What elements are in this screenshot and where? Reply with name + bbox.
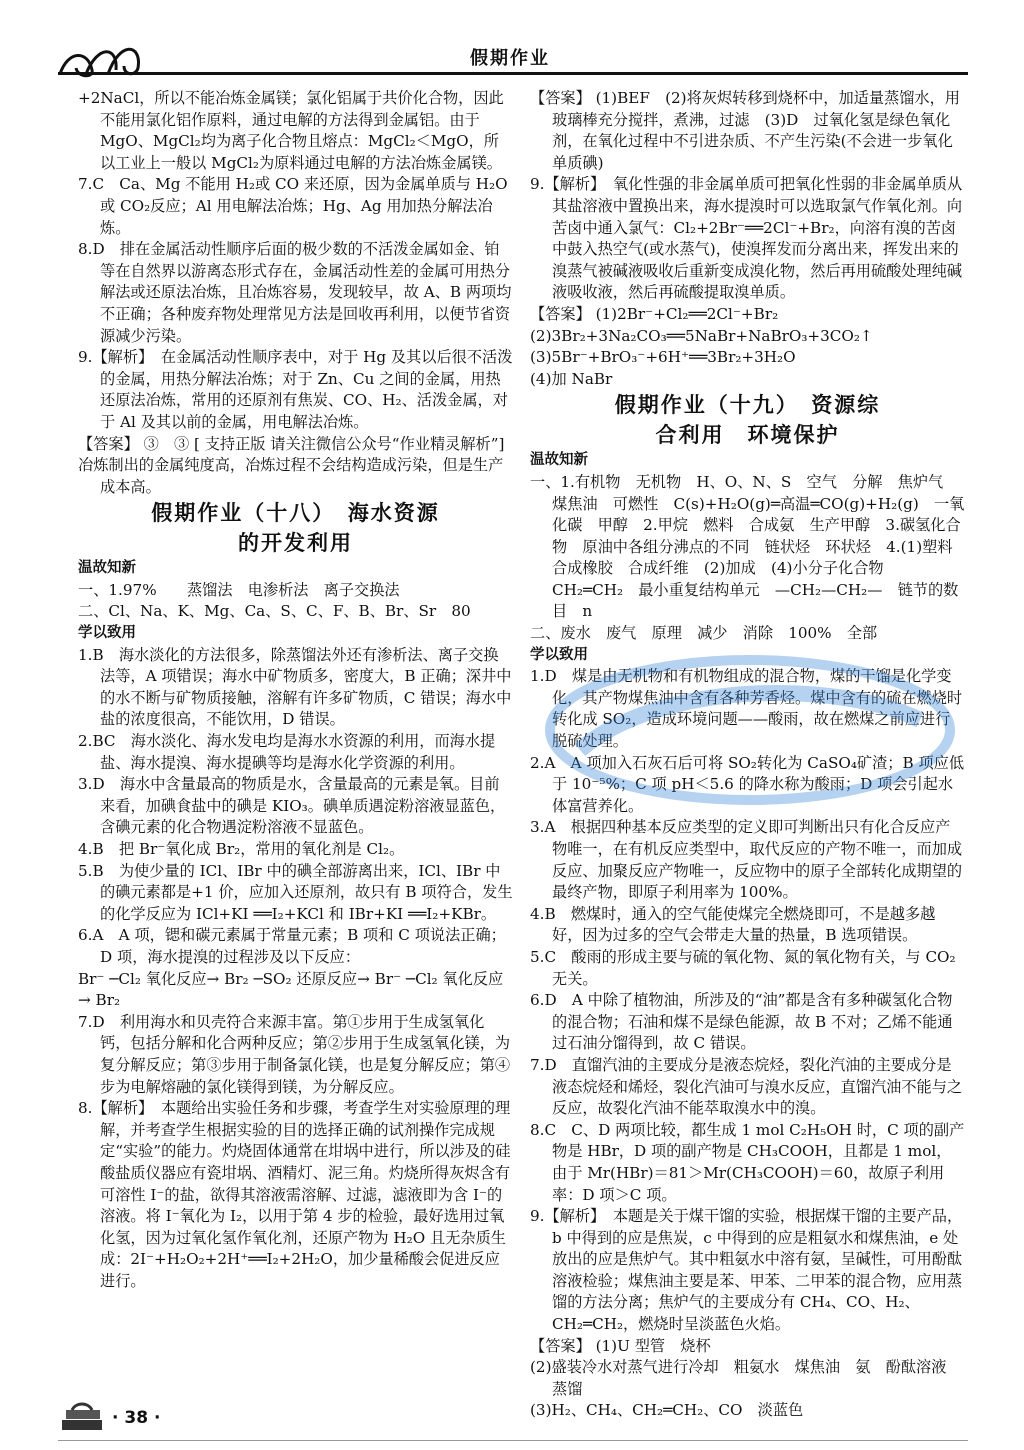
answer-paragraph: 7.D 利用海水和贝壳符合来源丰富。第①步用于生成氢氧化钙，包括分解和化合两种反应；第②步用于生成氢氧化镁，为复分解反应；第③步用于制备氯化镁，也是复分解反应；第④步为电解熔融的氯化镁得到镁，为分解反应。 xyxy=(78,1012,511,1096)
answer-paragraph: 6.D A 中除了植物油，所涉及的“油”都是含有多种碳氢化合物的混合物；石油和煤不是绿色能源，故 B 不对；乙烯不能通过石油分馏得到，故 C 错误。 xyxy=(530,991,953,1053)
answer-paragraph: 8.D 排在金属活动性顺序后面的极少数的不活泼金属如金、铂等在自然界以游离态形式存在，金属活动性差的金属可用热分解法或还原法冶炼，且冶炼容易，发现较早，故 A、B 两项均不正确；各种废弃物处理常见方法是回收再利用，以便节省资源减少污染。 xyxy=(78,240,512,345)
subsection-heading: 温故知新 xyxy=(530,452,588,469)
answer-paragraph: (3)5Br⁻+BrO₃⁻+6H⁺══3Br₂+3H₂O xyxy=(530,348,796,367)
answer-paragraph: 2.BC 海水淡化、海水发电均是海水水资源的利用，而海水提盐、海水提溴、海水提碘等均是海水化学资源的利用。 xyxy=(78,732,496,772)
answer-paragraph: 【答案】 (1)U 型管 烧杯 xyxy=(530,1336,711,1355)
section-title: 假期作业（十八） 海水资源 xyxy=(151,500,440,526)
answer-paragraph: 二、Cl、Na、K、Mg、Ca、S、C、F、B、Br、Sr 80 xyxy=(78,602,471,621)
answer-paragraph: 一、1.有机物 无机物 H、O、N、S 空气 分解 焦炉气 煤焦油 可燃性 C(s)+H₂O(g)═高温═CO(g)+H₂(g) 一氧化碳 甲醇 2.甲烷 燃料 合成氨 生产甲醇 3.碳氢化合物 原油中各组分沸点的不同 链状烃 环状烃 4.(1)塑料 合成橡胶 合成纤维 (2)加成 (4)小分子化合物 CH₂═CH₂ 最小重复结构单元 —CH₂—CH₂— 链节的数目 n xyxy=(530,472,968,621)
answer-paragraph: 一、1.97% 蒸馏法 电渗析法 离子交换法 xyxy=(78,580,400,599)
header-title: 假期作业 xyxy=(470,48,550,69)
answer-paragraph: 7.C Ca、Mg 不能用 H₂或 CO 来还原，因为金属单质与 H₂O 或 CO₂反应；Al 用电解法冶炼；Hg、Ag 用加热分解法冶炼。 xyxy=(78,175,508,237)
page-header xyxy=(0,0,1024,80)
header-rule xyxy=(58,72,968,75)
section-title: 的开发利用 xyxy=(238,530,353,556)
subsection-heading: 学以致用 xyxy=(78,625,136,642)
answer-paragraph: 二、废水 废气 原理 减少 消除 100% 全部 xyxy=(530,624,878,643)
left-column xyxy=(78,88,513,1292)
answer-paragraph: 7.D 直馏汽油的主要成分是液态烷烃，裂化汽油的主要成分是液态烷烃和烯烃，裂化汽油可与溴水反应，直馏汽油不能与之反应，故裂化汽油不能萃取溴水中的溴。 xyxy=(530,1055,963,1118)
answer-paragraph: 2.A A 项加入石灰石后可将 SO₂转化为 CaSO₄矿渣；B 项应低于 10⁻⁵%；C 项 pH＜5.6 的降水称为酸雨；D 项会引起水体富营养化。 xyxy=(530,753,965,815)
answer-paragraph: 1.B 海水淡化的方法很多，除蒸馏法外还有渗析法、离子交换法等，A 项错误；海水中矿物质多，密度大，B 正确；深井中的水不断与矿物质接触，溶解有许多矿物质，C 错误；海水中盐的浓度很高，不能饮用，D 错误。 xyxy=(78,645,512,729)
section-title: 假期作业（十九） 资源综 xyxy=(614,392,881,418)
answer-paragraph: (2)盛装冷水对蒸气进行冷却 粗氨水 煤焦油 氨 酚酞溶液 蒸馏 xyxy=(530,1358,962,1398)
answer-paragraph: 4.B 把 Br⁻氧化成 Br₂，常用的氧化剂是 Cl₂。 xyxy=(78,840,405,858)
answer-paragraph: 5.B 为使少量的 ICl、IBr 中的碘全部游离出来，ICl、IBr 中的碘元素都是+1 价，应加入还原剂，故只有 B 项符合，发生的化学反应为 ICl+KI ══I₂+KCl 和 IBr+KI ══I₂+KBr。 xyxy=(78,861,513,923)
page-number: · 38 · xyxy=(112,1408,161,1428)
answer-paragraph: 5.C 酸雨的形成主要与硫的氧化物、氮的氧化物有关，与 CO₂无关。 xyxy=(530,947,956,988)
answer-paragraph: 9.【解析】 在金属活动性顺序表中，对于 Hg 及其以后很不活泼的金属，用热分解法冶炼；对于 Zn、Cu 之间的金属，用热还原法冶炼，常用的还原剂有焦炭、CO、H₂、活泼金属，对于 Al 及其以前的金属，用电解法冶炼。 xyxy=(78,348,513,431)
answer-paragraph: (4)加 NaBr xyxy=(530,369,613,388)
right-column xyxy=(530,88,968,1422)
answer-paragraph: 1.D 煤是由无机物和有机物组成的混合物，煤的干馏是化学变化，其产物煤焦油中含有各种芳香烃。煤中含有的硫在燃烧时转化成 SO₂，造成环境问题——酸雨，故在燃煤之前应进行脱硫处理。 xyxy=(530,667,963,751)
answer-paragraph: 9.【解析】 本题是关于煤干馏的实验，根据煤干馏的主要产品，b 中得到的应是焦炭，c 中得到的应是粗氨水和煤焦油，e 处放出的应是焦炉气。其中粗氨水中溶有氨，呈碱性，可用酚酞溶液检验；煤焦油主要是苯、甲苯、二甲苯的混合物，应用蒸馏的方法分离；焦炉气的主要成分有 CH₄、CO、H₂、CH₂═CH₂，燃烧时呈淡蓝色火焰。 xyxy=(530,1207,963,1334)
answer-paragraph: 3.A 根据四种基本反应类型的定义即可判断出只有化合反应产物唯一，在有机反应类型中，取代反应的产物不唯一，而加成反应、加聚反应产物唯一，反应物中的原子全部转化成期望的最终产物，即原子利用率为 100%。 xyxy=(530,818,963,902)
section-title: 合利用 环境保护 xyxy=(655,422,840,448)
answer-paragraph: 9.【解析】 氧化性强的非金属单质可把氧化性弱的非金属单质从其盐溶液中置换出来，海水提溴时可以选取氯气作氧化剂。向苦卤中通入氯气：Cl₂+2Br⁻══2Cl⁻+Br₂，向溶有溴的苦卤中鼓入热空气(或水蒸气)，使溴挥发而分离出来，挥发出来的溴蒸气被碱液吸收后重新变成溴化物，然后再用硫酸处理纯碱液吸收液，然后再硫酸提取溴单质。 xyxy=(530,175,963,302)
answer-paragraph: 【答案】 (1)2Br⁻+Cl₂══2Cl⁻+Br₂ xyxy=(530,304,779,323)
answer-paragraph: 8.【解析】 本题给出实验任务和步骤，考查学生对实验原理的理解，并考查学生根据实验的目的选择正确的试剂操作完成规定“实验”的能力。灼烧固体通常在坩埚中进行，所以涉及的硅酸盐质仪器应有瓷坩埚、酒精灯、泥三角。灼烧所得灰烬含有可溶性 I⁻的盐，欲得其溶液需溶解、过滤，滤液即为含 I⁻的溶液。将 I⁻氧化为 I₂，以用于第 4 步的检验，最好选用过氧化氢，因为过氧化氢作氧化剂，还原产物为 H₂O 且无杂质生成：2I⁻+H₂O₂+2H⁺══I₂+2H₂O，加少量稀酸会促进反应进行。 xyxy=(78,1099,511,1290)
subsection-heading: 学以致用 xyxy=(530,646,588,663)
answer-paragraph: 3.D 海水中含量最高的物质是水，含量最高的元素是氧。目前来看，加碘食盐中的碘是 KIO₃。碘单质遇淀粉溶液显蓝色，含碘元素的化合物遇淀粉溶液不显蓝色。 xyxy=(78,775,506,837)
reaction-scheme: Br⁻ ─Cl₂ 氧化反应→ Br₂ ─SO₂ 还原反应→ Br⁻ ─Cl₂ 氧化反应→ Br₂ xyxy=(78,969,504,1010)
answer-paragraph: 4.B 燃煤时，通入的空气能使煤完全燃烧即可，不是越多越好，因为过多的空气会带走大量的热量，B 选项错误。 xyxy=(530,904,936,945)
answer-paragraph: (3)H₂、CH₄、CH₂═CH₂、CO 淡蓝色 xyxy=(530,1401,804,1420)
answer-paragraph: 【答案】 (1)BEF (2)将灰烬转移到烧杯中，加适量蒸馏水，用玻璃棒充分搅拌，煮沸，过滤 (3)D 过氧化氢是绿色氧化剂，在氧化过程中不引进杂质、不产生污染(不会进一步氧化单质碘) xyxy=(530,89,960,172)
answer-paragraph: 6.A A 项，锶和碳元素属于常量元素；B 项和 C 项说法正确；D 项，海水提溴的过程涉及以下反应： xyxy=(78,926,506,966)
footer-rule xyxy=(58,1440,968,1441)
answer-paragraph: (2)3Br₂+3Na₂CO₃══5NaBr+NaBrO₃+3CO₂↑ xyxy=(530,326,873,345)
answer-paragraph: 冶炼制出的金属纯度高，冶炼过程不会结构造成污染，但是生产成本高。 xyxy=(78,456,504,496)
answer-paragraph: 8.C C、D 两项比较，都生成 1 mol C₂H₅OH 时，C 项的副产物是 HBr，D 项的副产物是 CH₃COOH，且都是 1 mol，由于 Mr(HBr)＝81＞Mr(CH₃COOH)＝60，故原子利用率：D 项＞C 项。 xyxy=(530,1120,965,1204)
answer-paragraph: +2NaCl，所以不能冶炼金属镁；氯化铝属于共价化合物，因此不能用氯化铝作原料，通过电解的方法得到金属铝。由于 MgO、MgCl₂均为离子化合物且熔点：MgCl₂＜MgO，所以工业上一般以 MgCl₂为原料通过电解的方法冶炼金属镁。 xyxy=(78,89,504,172)
book-stack-icon xyxy=(58,1400,108,1436)
page-footer xyxy=(58,1400,358,1440)
subsection-heading: 温故知新 xyxy=(78,560,136,577)
answer-paragraph: 【答案】 ③ ③ [ 支持正版 请关注微信公众号“作业精灵解析”] xyxy=(78,434,505,453)
